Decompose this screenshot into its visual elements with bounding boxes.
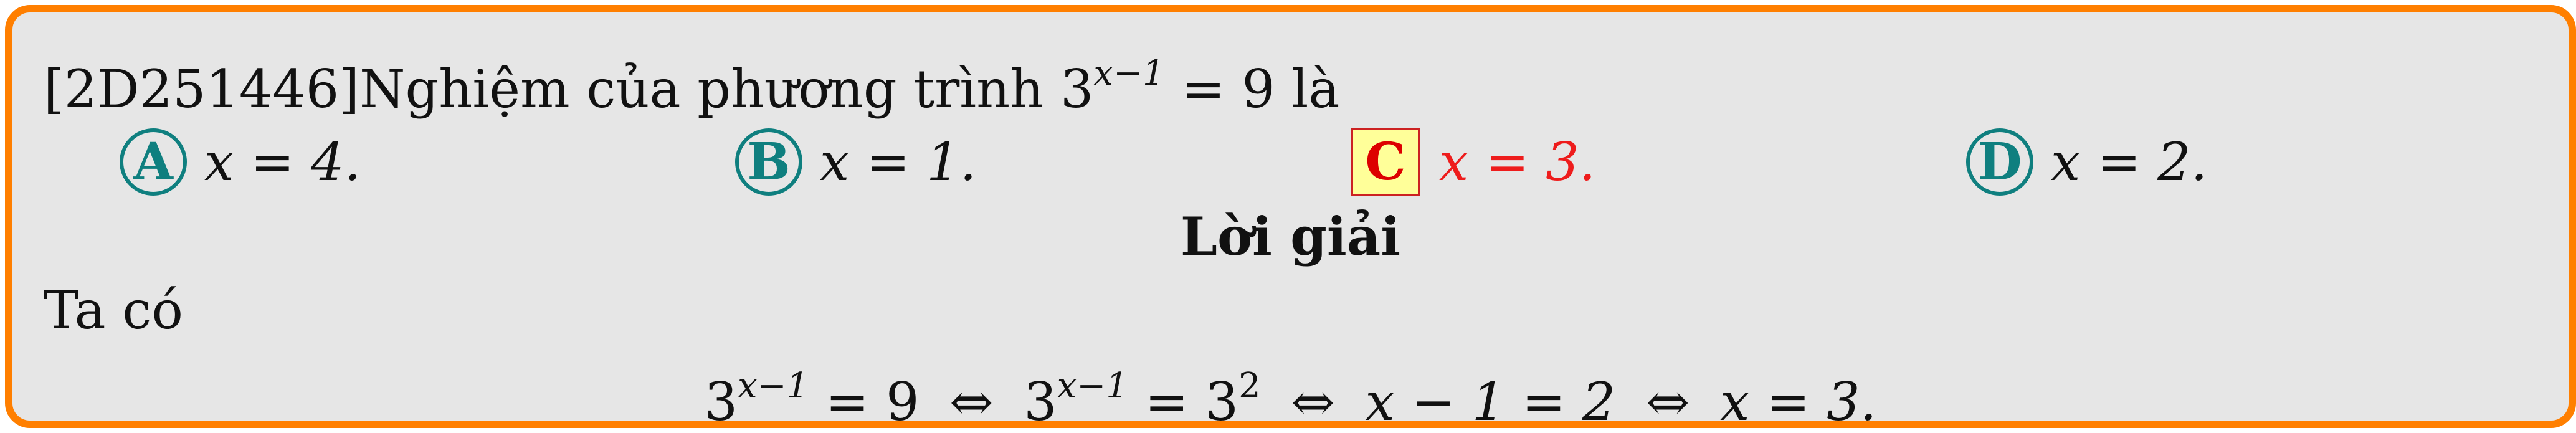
- option-c-answer: x = 3.: [1439, 131, 1596, 193]
- eq-part2-rexp: 2: [1238, 366, 1261, 406]
- option-b[interactable]: [735, 128, 976, 196]
- option-c[interactable]: [1351, 128, 1595, 196]
- question-text: Nghiệm của phương trình: [359, 59, 1044, 120]
- question-rhs: = 9 là: [1181, 59, 1340, 120]
- eq-part1-rest: = 9: [825, 371, 920, 432]
- eq-part3: x − 1 = 2: [1365, 371, 1616, 432]
- solution-heading: Lời giải: [1180, 206, 1401, 267]
- option-d[interactable]: [1966, 128, 2207, 196]
- option-c-marker: C: [1351, 128, 1420, 196]
- eq-part1-exponent: x−1: [738, 366, 809, 406]
- solution-intro: Ta có: [44, 280, 183, 341]
- eq-part4: x = 3.: [1720, 371, 1877, 432]
- option-a-marker: A: [120, 128, 187, 196]
- solution-equation: [12, 355, 2569, 433]
- eq-part2-equals: =: [1144, 371, 1189, 432]
- option-a[interactable]: [120, 128, 361, 196]
- option-d-answer: x = 2.: [2051, 131, 2208, 193]
- question-code: [2D251446]: [44, 59, 359, 120]
- option-b-answer: x = 1.: [820, 131, 977, 193]
- eq-part2-exponent: x−1: [1057, 366, 1128, 406]
- option-a-answer: x = 4.: [204, 131, 361, 193]
- question-exponent: x−1: [1093, 53, 1165, 93]
- eq-iff-2: ⇔: [1291, 371, 1335, 432]
- eq-iff-3: ⇔: [1646, 371, 1690, 432]
- question-base: 3: [1060, 59, 1094, 120]
- eq-part1-base: 3: [704, 371, 738, 432]
- option-d-marker: D: [1966, 128, 2033, 196]
- question-card: [5, 5, 2576, 432]
- question-stem: [44, 42, 1340, 120]
- eq-part2-rbase: 3: [1205, 371, 1239, 432]
- eq-iff-1: ⇔: [949, 371, 994, 432]
- option-b-marker: B: [735, 128, 802, 196]
- eq-part2-base: 3: [1024, 371, 1057, 432]
